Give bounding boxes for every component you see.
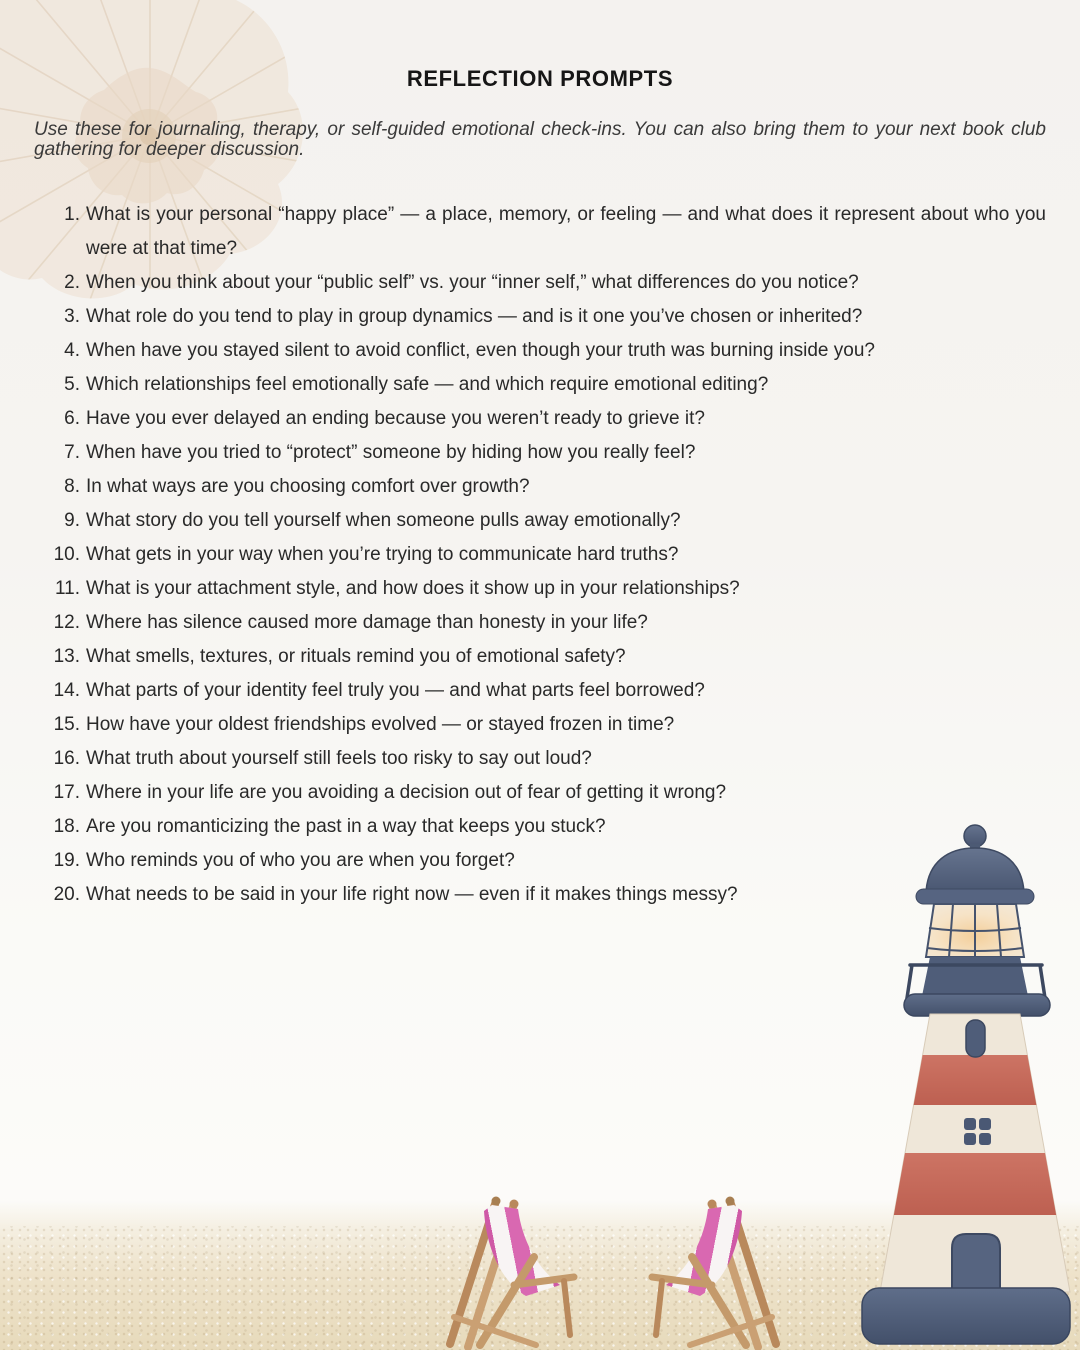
- intro-text: Use these for journaling, therapy, or self-guided emotional check-ins. You can also bring them to your next book club gathering for deeper discussion.: [34, 119, 1046, 161]
- prompt-item: Where in your life are you avoiding a decision out of fear of getting it wrong?: [86, 782, 727, 804]
- prompt-item: What is your attachment style, and how does it show up in your relationships?: [86, 578, 740, 600]
- prompt-item: Where has silence caused more damage than honesty in your life?: [86, 612, 648, 634]
- prompt-item: What needs to be said in your life right now — even if it makes things messy?: [86, 884, 738, 906]
- prompt-item: What gets in your way when you’re trying to communicate hard truths?: [86, 544, 679, 566]
- prompt-item: Have you ever delayed an ending because you weren’t ready to grieve it?: [86, 408, 705, 430]
- prompt-item: When have you tried to “protect” someone by hiding how you really feel?: [86, 442, 696, 464]
- prompt-item: Which relationships feel emotionally safe — and which require emotional editing?: [86, 374, 769, 396]
- prompt-item: When have you stayed silent to avoid conflict, even though your truth was burning inside you?: [86, 340, 875, 362]
- prompt-item: What truth about yourself still feels too risky to say out loud?: [86, 748, 592, 770]
- prompt-item: What role do you tend to play in group dynamics — and is it one you’ve chosen or inherited?: [86, 306, 863, 328]
- prompts-list: [86, 198, 1046, 912]
- prompt-item: Who reminds you of who you are when you forget?: [86, 850, 515, 872]
- prompt-item: Are you romanticizing the past in a way that keeps you stuck?: [86, 816, 606, 838]
- prompt-item: When you think about your “public self” vs. your “inner self,” what differences do you notice?: [86, 272, 859, 294]
- prompt-item: How have your oldest friendships evolved — or stayed frozen in time?: [86, 714, 675, 736]
- prompt-item: What story do you tell yourself when someone pulls away emotionally?: [86, 510, 681, 532]
- page-title: REFLECTION PROMPTS: [406, 66, 674, 91]
- prompt-item: What parts of your identity feel truly you — and what parts feel borrowed?: [86, 680, 705, 702]
- prompt-item: In what ways are you choosing comfort over growth?: [86, 476, 530, 498]
- prompt-item: What smells, textures, or rituals remind you of emotional safety?: [86, 646, 626, 668]
- prompt-item: What is your personal “happy place” — a place, memory, or feeling — and what does it represent about who you were at that time?: [86, 204, 1046, 260]
